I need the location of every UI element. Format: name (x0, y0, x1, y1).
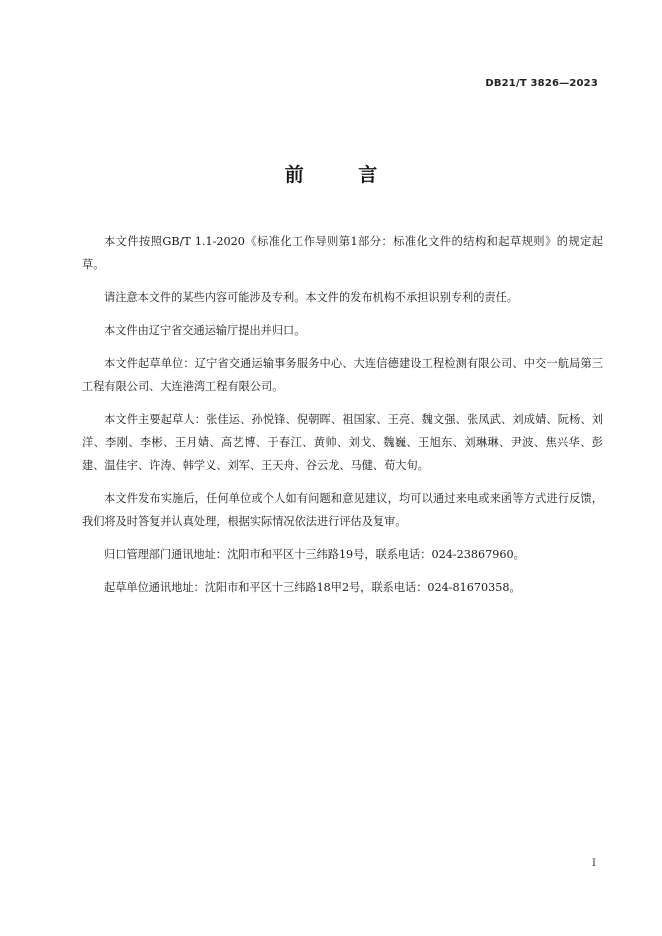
standard-code: DB21/T 3826—2023 (485, 78, 598, 89)
paragraph-drafter-address: 起草单位通讯地址：沈阳市和平区十三纬路18甲2号，联系电话：024-81670358。 (104, 581, 521, 594)
page-title: 前 言 (284, 164, 402, 186)
paragraph-drafting-units: 本文件起草单位：辽宁省交通运输事务服务中心、大连信德建设工程检测有限公司、中交一航局第三工程有限公司、大连港湾工程有限公司。 (82, 357, 603, 393)
paragraph-feedback: 本文件发布实施后，任何单位或个人如有问题和意见建议，均可以通过来电或来函等方式进行反馈，我们将及时答复并认真处理，根据实际情况依法进行评估及复审。 (82, 492, 603, 528)
page-number: I (592, 858, 596, 869)
paragraph-drafting-rules: 本文件按照GB/T 1.1-2020《标准化工作导则第1部分：标准化文件的结构和起草规则》的规定起草。 (82, 235, 603, 271)
paragraph-admin-address: 归口管理部门通讯地址：沈阳市和平区十三纬路19号，联系电话：024-23867960。 (104, 548, 525, 561)
paragraph-patent-notice: 请注意本文件的某些内容可能涉及专利。本文件的发布机构不承担识别专利的责任。 (104, 291, 518, 304)
paragraph-proposer: 本文件由辽宁省交通运输厅提出并归口。 (104, 324, 306, 337)
paragraph-drafters: 本文件主要起草人：张佳运、孙悦锋、倪朝晖、祖国家、王亮、魏文强、张凤武、刘成婧、阮杨、刘洋、李刚、李彬、王月婧、高艺博、于春江、黄帅、刘戈、魏巍、王旭东、刘琳琳、尹波、焦兴华、彭建、温佳宇、许涛、韩学义、刘军、王天舟、谷云龙、马健、荀大旬。 (82, 413, 603, 472)
document-body (82, 230, 603, 609)
